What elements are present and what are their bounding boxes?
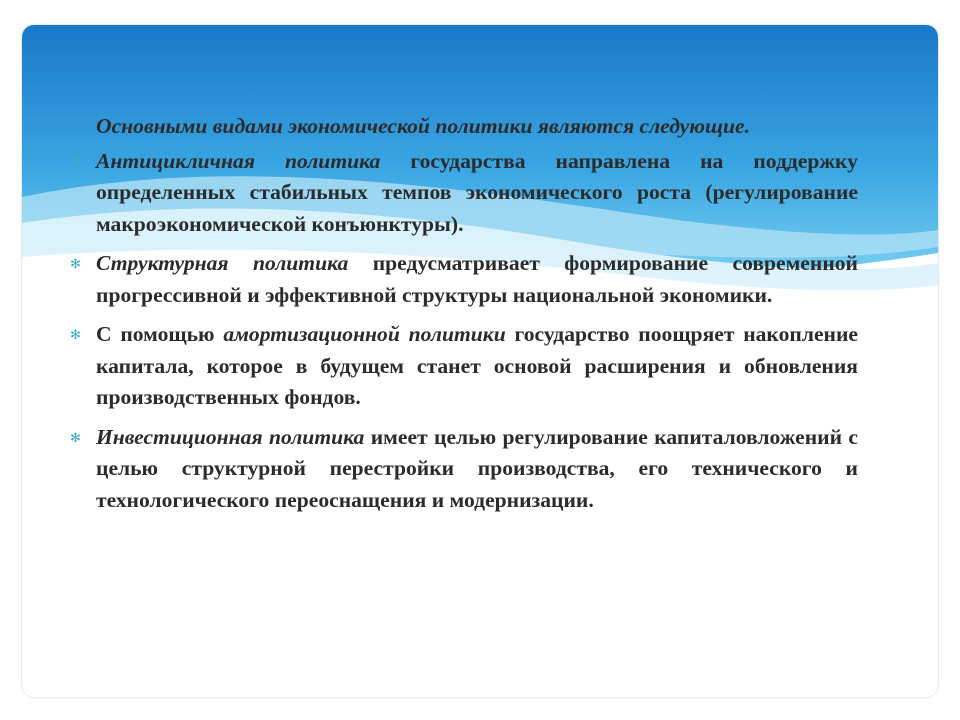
item-term: Антициклична <box>96 148 244 173</box>
item-term-cont: я политика <box>243 148 381 173</box>
slide-text <box>70 111 858 524</box>
item-term: Структурная политика <box>96 251 349 275</box>
snowflake-bullet-icon: ✻ <box>70 328 81 343</box>
snowflake-bullet-icon: ✻ <box>70 154 81 170</box>
item-text: имеет целью регулирование капиталовложений с целью структурной перестройки производства, его технического и технологического переоснащения и модернизации. <box>96 424 858 512</box>
list-item <box>70 248 858 311</box>
item-prefix: С помощью <box>96 322 224 346</box>
list-item <box>70 319 858 414</box>
item-term: амортизационной политики <box>223 322 506 346</box>
item-text: государство поощряет накопление капитала, которое в будущем станет основой расширения и обновления производственных фондов. <box>96 322 858 409</box>
slide <box>22 25 938 697</box>
list-item <box>70 422 858 517</box>
item-text: предусматривает формирование современной прогрессивной и эффективной структуры национальной экономики. <box>96 251 858 307</box>
list-item <box>70 146 858 241</box>
intro-paragraph <box>96 111 858 143</box>
snowflake-bullet-icon: ✻ <box>70 430 81 446</box>
item-term: Инвестиционная политика <box>96 424 365 449</box>
item-text: государства направлена на поддержку определенных стабильных темпов экономического роста (регулирование макроэкономической конъюнктуры). <box>96 148 858 236</box>
intro-text: Основными видами экономической политики являются следующие. <box>96 114 750 138</box>
snowflake-bullet-icon: ✻ <box>70 257 81 272</box>
